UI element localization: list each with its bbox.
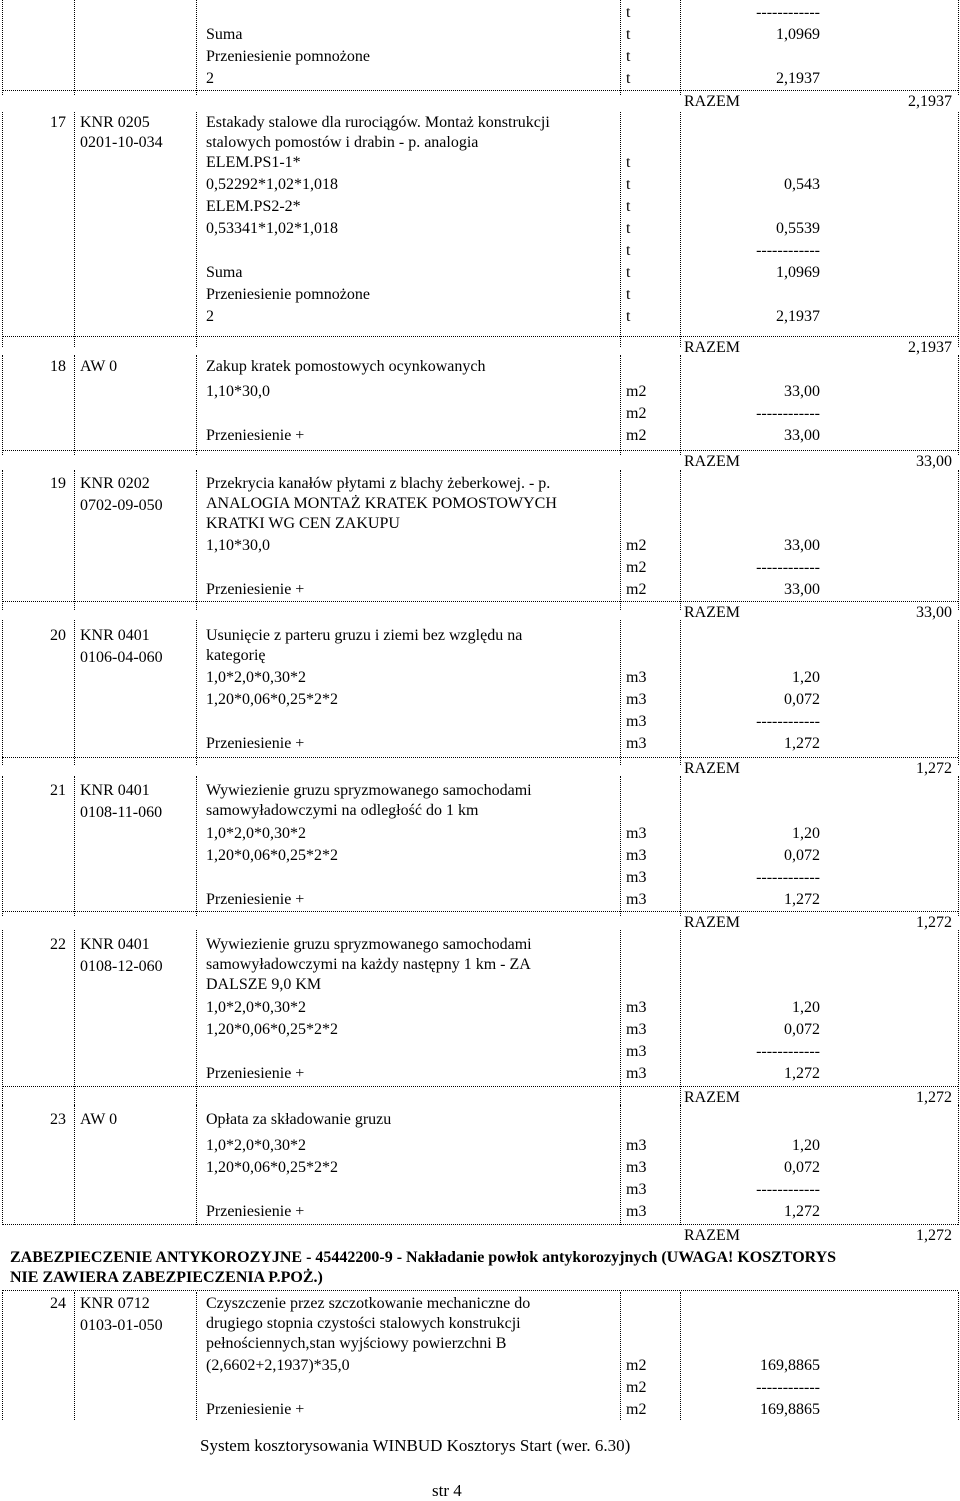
position-code: KNR 0401 — [80, 936, 150, 953]
measure-value: 1,0969 — [776, 26, 820, 43]
measure-desc: Suma — [206, 26, 243, 43]
column-divider — [74, 470, 75, 610]
measure-unit: m2 — [626, 581, 647, 598]
measure-unit: m3 — [626, 999, 647, 1016]
measure-desc: 1,0*2,0*0,30*2 — [206, 999, 306, 1016]
measure-value: 1,20 — [792, 999, 820, 1016]
position-title: DALSZE 9,0 KM — [206, 976, 322, 993]
measure-value: 33,00 — [784, 383, 820, 400]
column-divider — [958, 776, 959, 916]
column-divider — [958, 930, 959, 1105]
measure-value: ------------ — [756, 405, 820, 422]
position-code: KNR 0205 — [80, 114, 150, 131]
position-code-detail: 0108-11-060 — [80, 804, 163, 821]
column-divider — [74, 355, 75, 455]
column-divider — [620, 0, 621, 95]
measure-desc: ELEM.PS2-2* — [206, 198, 301, 215]
razem-label: RAZEM — [684, 760, 740, 777]
measure-desc: stalowych pomostów i drabin - p. analogia — [206, 134, 479, 151]
measure-value: 1,20 — [792, 1137, 820, 1154]
row-divider — [2, 911, 958, 912]
column-divider — [74, 0, 75, 95]
column-divider — [196, 0, 197, 95]
measure-value: 0,543 — [784, 176, 820, 193]
column-divider — [620, 930, 621, 1105]
measure-unit: t — [626, 286, 631, 303]
column-divider — [680, 620, 681, 765]
razem-label: RAZEM — [684, 453, 740, 470]
measure-unit: m3 — [626, 1043, 647, 1060]
razem-value: 1,272 — [916, 760, 952, 777]
row-divider — [2, 336, 958, 337]
measure-unit: m3 — [626, 869, 647, 886]
razem-label: RAZEM — [684, 604, 740, 621]
measure-unit: m2 — [626, 383, 647, 400]
measure-desc: Przeniesienie + — [206, 1065, 305, 1082]
razem-value: 33,00 — [916, 453, 952, 470]
column-divider — [680, 776, 681, 916]
position-number: 21 — [50, 782, 66, 799]
measure-value: 2,1937 — [776, 70, 820, 87]
column-divider — [74, 1292, 75, 1420]
measure-value: 169,8865 — [760, 1357, 820, 1374]
measure-value: 33,00 — [784, 537, 820, 554]
razem-label: RAZEM — [684, 339, 740, 356]
measure-value: 1,0969 — [776, 264, 820, 281]
position-title: Wywiezienie gruzu spryzmowanego samochodami — [206, 936, 532, 953]
column-divider — [680, 930, 681, 1105]
measure-unit: m2 — [626, 405, 647, 422]
measure-unit: m3 — [626, 1021, 647, 1038]
measure-value: 1,272 — [784, 735, 820, 752]
column-divider — [2, 470, 3, 610]
measure-value: 0,072 — [784, 1021, 820, 1038]
razem-value: 1,272 — [916, 1227, 952, 1244]
position-code-detail: 0103-01-050 — [80, 1317, 163, 1334]
measure-unit: m3 — [626, 1203, 647, 1220]
row-divider — [2, 757, 958, 758]
measure-value: 33,00 — [784, 581, 820, 598]
position-code-detail: 0702-09-050 — [80, 497, 163, 514]
measure-desc: 1,20*0,06*0,25*2*2 — [206, 847, 338, 864]
measure-unit: m3 — [626, 713, 647, 730]
measure-unit: t — [626, 242, 631, 259]
column-divider — [2, 355, 3, 455]
column-divider — [196, 355, 197, 455]
measure-value: ------------ — [756, 713, 820, 730]
column-divider — [196, 776, 197, 916]
position-title: KRATKI WG CEN ZAKUPU — [206, 515, 400, 532]
measure-unit: m2 — [626, 1401, 647, 1418]
measure-unit: t — [626, 176, 631, 193]
row-divider — [2, 450, 958, 451]
measure-desc: 1,20*0,06*0,25*2*2 — [206, 1159, 338, 1176]
position-title: drugiego stopnia czystości stalowych konstrukcji — [206, 1315, 521, 1332]
column-divider — [2, 112, 3, 347]
measure-unit: m2 — [626, 1379, 647, 1396]
position-code-detail: 0108-12-060 — [80, 958, 163, 975]
measure-value: 0,072 — [784, 847, 820, 864]
razem-value: 2,1937 — [908, 93, 952, 110]
measure-desc: (2,6602+2,1937)*35,0 — [206, 1357, 350, 1374]
measure-desc: 1,20*0,06*0,25*2*2 — [206, 1021, 338, 1038]
measure-unit: m2 — [626, 559, 647, 576]
column-divider — [74, 112, 75, 347]
column-divider — [74, 620, 75, 765]
measure-unit: m3 — [626, 1159, 647, 1176]
position-number: 19 — [50, 475, 66, 492]
column-divider — [196, 470, 197, 610]
measure-unit: t — [626, 264, 631, 281]
measure-value: ------------ — [756, 1379, 820, 1396]
column-divider — [680, 470, 681, 610]
column-divider — [2, 1292, 3, 1420]
footer-page-number: str 4 — [432, 1481, 462, 1500]
column-divider — [2, 620, 3, 765]
measure-desc: Przeniesienie + — [206, 1203, 305, 1220]
measure-unit: m3 — [626, 735, 647, 752]
column-divider — [2, 0, 3, 95]
measure-desc: Przeniesienie + — [206, 735, 305, 752]
measure-value: ------------ — [756, 1181, 820, 1198]
measure-unit: t — [626, 48, 631, 65]
column-divider — [620, 470, 621, 610]
column-divider — [74, 776, 75, 916]
column-divider — [2, 1105, 3, 1225]
measure-desc: Przeniesienie + — [206, 427, 305, 444]
measure-desc: ELEM.PS1-1* — [206, 154, 301, 171]
measure-value: 0,5539 — [776, 220, 820, 237]
measure-value: 2,1937 — [776, 308, 820, 325]
measure-unit: m2 — [626, 1357, 647, 1374]
measure-desc: 0,52292*1,02*1,018 — [206, 176, 338, 193]
measure-value: ------------ — [756, 1043, 820, 1060]
column-divider — [958, 1105, 959, 1225]
position-title: samowyładowczymi na każdy następny 1 km - ZA — [206, 956, 531, 973]
measure-value: ------------ — [756, 869, 820, 886]
measure-value: 1,20 — [792, 669, 820, 686]
measure-desc: Przeniesienie pomnożone — [206, 286, 370, 303]
razem-value: 1,272 — [916, 1089, 952, 1106]
measure-value: 33,00 — [784, 427, 820, 444]
position-code: AW 0 — [80, 1111, 118, 1128]
position-title: samowyładowczymi na odległość do 1 km — [206, 802, 479, 819]
column-divider — [958, 620, 959, 765]
column-divider — [196, 930, 197, 1105]
column-divider — [958, 112, 959, 347]
measure-unit: m3 — [626, 1181, 647, 1198]
position-number: 22 — [50, 936, 66, 953]
position-title: kategorię — [206, 647, 266, 664]
measure-desc: Przeniesienie + — [206, 581, 305, 598]
measure-unit: t — [626, 198, 631, 215]
column-divider — [958, 470, 959, 610]
column-divider — [620, 1292, 621, 1420]
measure-desc: 1,0*2,0*0,30*2 — [206, 825, 306, 842]
column-divider — [620, 112, 621, 347]
measure-desc: Przeniesienie + — [206, 1401, 305, 1418]
footer-system-name: System kosztorysowania WINBUD Kosztorys Start (wer. 6.30) — [200, 1436, 631, 1455]
measure-value: 1,20 — [792, 825, 820, 842]
measure-value: ------------ — [756, 242, 820, 259]
position-title: Wywiezienie gruzu spryzmowanego samochodami — [206, 782, 532, 799]
measure-unit: m2 — [626, 427, 647, 444]
measure-unit: m3 — [626, 825, 647, 842]
row-divider — [2, 601, 958, 602]
measure-desc: 1,20*0,06*0,25*2*2 — [206, 691, 338, 708]
section-heading: ZABEZPIECZENIE ANTYKOROZYJNE - 45442200-9 - Nakładanie powłok antykorozyjnych (UWAGA! KOSZTORYS — [10, 1249, 837, 1266]
measure-unit: m3 — [626, 1065, 647, 1082]
position-title: Usunięcie z parteru gruzu i ziemi bez względu na — [206, 627, 523, 644]
measure-value: ------------ — [756, 559, 820, 576]
column-divider — [620, 620, 621, 765]
position-number: 18 — [50, 358, 66, 375]
position-code: KNR 0712 — [80, 1295, 150, 1312]
measure-value: 1,272 — [784, 1203, 820, 1220]
column-divider — [680, 1292, 681, 1420]
measure-value: 1,272 — [784, 1065, 820, 1082]
razem-label: RAZEM — [684, 914, 740, 931]
measure-value: 1,272 — [784, 891, 820, 908]
column-divider — [196, 620, 197, 765]
position-code: AW 0 — [80, 358, 118, 375]
position-title: Opłata za składowanie gruzu — [206, 1111, 392, 1128]
position-code: KNR 0401 — [80, 782, 150, 799]
position-number: 24 — [50, 1295, 66, 1312]
position-title: ANALOGIA MONTAŻ KRATEK POMOSTOWYCH — [206, 495, 557, 512]
measure-desc: Suma — [206, 264, 243, 281]
position-number: 17 — [50, 114, 66, 131]
position-code-detail: 0106-04-060 — [80, 649, 163, 666]
column-divider — [680, 0, 681, 95]
column-divider — [680, 112, 681, 347]
position-number: 20 — [50, 627, 66, 644]
razem-label: RAZEM — [684, 93, 740, 110]
row-divider — [2, 1086, 958, 1087]
measure-unit: m3 — [626, 891, 647, 908]
position-code: KNR 0202 — [80, 475, 150, 492]
measure-value: 0,072 — [784, 691, 820, 708]
position-code: KNR 0401 — [80, 627, 150, 644]
row-divider — [2, 90, 958, 91]
position-title: Zakup kratek pomostowych ocynkowanych — [206, 358, 486, 375]
measure-desc: 1,0*2,0*0,30*2 — [206, 1137, 306, 1154]
razem-label: RAZEM — [684, 1227, 740, 1244]
measure-desc: 1,0*2,0*0,30*2 — [206, 669, 306, 686]
column-divider — [2, 776, 3, 916]
measure-desc: Przeniesienie pomnożone — [206, 48, 370, 65]
measure-unit: t — [626, 220, 631, 237]
measure-unit: t — [626, 308, 631, 325]
measure-desc: Estakady stalowe dla rurociągów. Montaż konstrukcji — [206, 114, 550, 131]
measure-value: ------------ — [756, 4, 820, 21]
measure-desc: 1,10*30,0 — [206, 383, 270, 400]
column-divider — [74, 1105, 75, 1225]
row-divider — [2, 1224, 958, 1225]
column-divider — [958, 355, 959, 455]
measure-unit: m2 — [626, 537, 647, 554]
measure-unit: t — [626, 154, 631, 171]
column-divider — [196, 1292, 197, 1420]
column-divider — [620, 355, 621, 455]
measure-desc: 2 — [206, 308, 214, 325]
measure-desc: Przeniesienie + — [206, 891, 305, 908]
position-title: Przekrycia kanałów płytami z blachy żeberkowej. - p. — [206, 475, 551, 492]
column-divider — [2, 930, 3, 1105]
column-divider — [196, 1105, 197, 1225]
column-divider — [620, 776, 621, 916]
measure-unit: m3 — [626, 847, 647, 864]
razem-value: 2,1937 — [908, 339, 952, 356]
position-number: 23 — [50, 1111, 66, 1128]
column-divider — [620, 1105, 621, 1225]
measure-unit: t — [626, 4, 631, 21]
razem-value: 33,00 — [916, 604, 952, 621]
column-divider — [958, 1292, 959, 1420]
measure-unit: m3 — [626, 669, 647, 686]
column-divider — [196, 112, 197, 347]
position-title: pełnościennych,stan wyjściowy powierzchni B — [206, 1335, 507, 1352]
measure-desc: 1,10*30,0 — [206, 537, 270, 554]
razem-value: 1,272 — [916, 914, 952, 931]
row-divider — [2, 1290, 958, 1291]
measure-unit: m3 — [626, 1137, 647, 1154]
measure-desc: 0,53341*1,02*1,018 — [206, 220, 338, 237]
measure-value: 169,8865 — [760, 1401, 820, 1418]
section-heading: NIE ZAWIERA ZABEZPIECZENIA P.POŻ.) — [10, 1269, 323, 1286]
column-divider — [958, 0, 959, 95]
measure-unit: t — [626, 70, 631, 87]
column-divider — [680, 1105, 681, 1225]
column-divider — [680, 355, 681, 455]
measure-value: 0,072 — [784, 1159, 820, 1176]
position-code-detail: 0201-10-034 — [80, 134, 163, 151]
razem-label: RAZEM — [684, 1089, 740, 1106]
position-title: Czyszczenie przez szczotkowanie mechaniczne do — [206, 1295, 531, 1312]
measure-unit: m3 — [626, 691, 647, 708]
measure-unit: t — [626, 26, 631, 43]
measure-desc: 2 — [206, 70, 214, 87]
column-divider — [74, 930, 75, 1105]
